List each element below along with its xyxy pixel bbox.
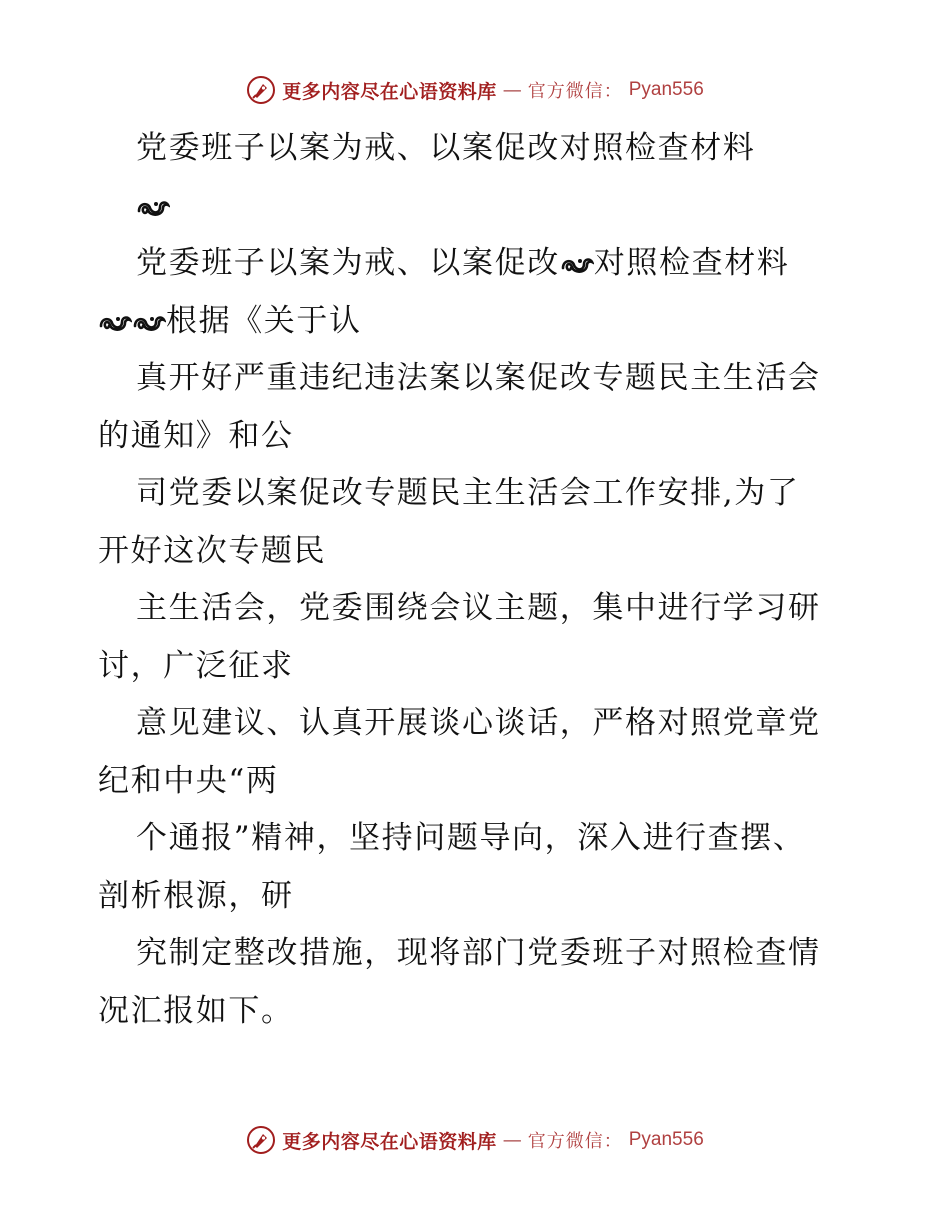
doc-line	[98, 408, 878, 466]
doc-line-text: 纪和中央“两	[98, 762, 279, 799]
doc-line-text: 主生活会，党委围绕会议主题，集中进行学习研	[136, 590, 821, 626]
doc-line	[98, 523, 878, 581]
doc-line	[98, 695, 878, 753]
doc-line-text: 司党委以案促改专题民主生活会工作安排,为了	[136, 475, 800, 511]
doc-line-text: 党委班子以案为戒、以案促改对照检查材料	[136, 130, 756, 166]
footer-banner	[0, 1120, 950, 1160]
doc-line	[98, 580, 878, 638]
doc-line-text: 究制定整改措施，现将部门党委班子对照检查情	[136, 935, 821, 971]
doc-line-text: 开好这次专题民	[98, 532, 327, 569]
doc-line	[98, 925, 878, 983]
doc-line	[98, 753, 878, 811]
doc-line	[98, 465, 878, 523]
doc-line-text: 党委班子以案为戒、以案促改	[136, 245, 560, 281]
doc-line-text: 意见建议、认真开展谈心谈话，严格对照党章党	[136, 705, 821, 741]
doc-line	[98, 350, 878, 408]
banner-dash: —	[502, 79, 522, 101]
banner-wechat-label: 官方微信：	[527, 1131, 623, 1152]
fleuron-ornament-icon	[560, 255, 594, 275]
doc-line-text: 讨，广泛征求	[98, 647, 294, 684]
banner-dash: —	[502, 1129, 522, 1151]
banner-title: 更多内容尽在心语资料库	[282, 1130, 497, 1153]
doc-line	[98, 178, 878, 236]
fleuron-ornament-icon	[98, 313, 132, 333]
doc-line	[98, 810, 878, 868]
doc-line-text: 的通知》和公	[98, 417, 294, 454]
fleuron-ornament-icon	[132, 313, 166, 333]
banner-wechat-id: Pyan556	[628, 79, 704, 100]
doc-line-text-after: 对照检查材料	[593, 245, 790, 281]
banner-wechat-id: Pyan556	[628, 1129, 704, 1150]
doc-line	[98, 235, 878, 293]
fleuron-ornament-icon	[136, 198, 170, 218]
banner-title: 更多内容尽在心语资料库	[282, 80, 497, 103]
doc-line-text: 况汇报如下。	[98, 992, 294, 1029]
doc-line-text: 根据《关于认	[166, 302, 362, 339]
doc-line	[98, 638, 878, 696]
banner-wechat-label: 官方微信：	[527, 81, 623, 102]
document-body	[98, 120, 878, 1040]
doc-line-text: 个通报”精神，坚持问题导向，深入进行查摆、	[136, 820, 806, 856]
header-banner	[0, 70, 950, 110]
doc-line	[98, 120, 878, 178]
doc-line-text: 剖析根源，研	[98, 877, 294, 914]
doc-line	[98, 868, 878, 926]
doc-line	[98, 983, 878, 1041]
pen-nib-circle-icon	[246, 75, 276, 105]
doc-line-text: 真开好严重违纪违法案以案促改专题民主生活会	[136, 360, 821, 396]
doc-line	[98, 293, 878, 351]
pen-nib-circle-icon	[246, 1125, 276, 1155]
